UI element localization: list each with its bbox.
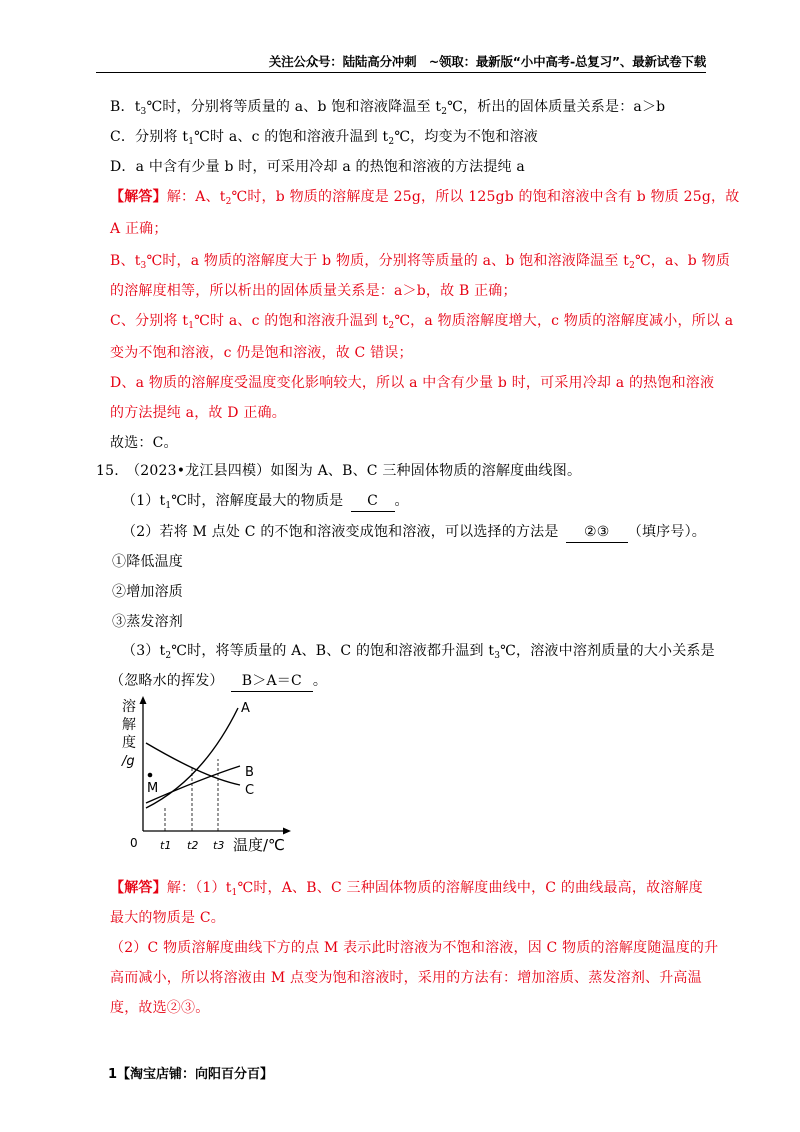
x-axis-arrow [283,828,291,835]
x-axis-label: 温度/℃ [233,836,285,854]
answer-14-line-6: 变为不饱和溶液，c 仍是饱和溶液，故 C 错误； [110,345,413,361]
header-rule [96,72,706,73]
curve-c-label: C [245,783,255,798]
question-15-part-2: （2）若将 M 点处 C 的不饱和溶液变成饱和溶液，可以选择的方法是 ②③ （填序号）。 [122,522,706,543]
curve-b [146,766,240,803]
answer-14-line-5: C、分别将 $t_1℃$时 a、c 的饱和溶液升温到 $t_2℃$，a 物质溶解度增大，c 物质的溶解度减小，所以 a [110,313,734,331]
option-3: ③蒸发溶剂 [112,614,183,630]
y-axis-label-1: 溶 [122,699,136,715]
option-c: C．分别将 $t_1℃$时 a、c 的饱和溶液升温到 $t_2℃$，均变为不饱和溶液 [110,129,538,147]
answer-14-line-2: A 正确； [110,221,168,237]
y-axis-label-4: /g [122,754,135,769]
point-m [148,773,153,778]
point-m-label: M [147,781,159,796]
answer-14-conclusion: 故选：C。 [110,435,178,451]
answer-15-line-4: 高而减小，所以将溶液由 M 点变为饱和溶液时，采用的方法有：增加溶质、蒸发溶剂、升高温 [110,970,702,986]
option-b: B．$t_3℃$时，分别将等质量的 a、b 饱和溶液降温至 $t_2℃$，析出的固体质量关系是：a＞b [110,99,666,117]
tick-t1: t1 [160,839,172,852]
question-15-part-1: $(1)t_1℃$时，溶解度最大的物质是 C 。 [122,493,409,511]
answer-15-line-5: 度，故选②③。 [110,1000,210,1016]
answer-blank-2: ②③ [566,522,628,543]
tick-t2: t2 [187,839,199,852]
page-footer: 1【淘宝店铺：向阳百分百】 [108,1067,274,1082]
question-15-part-3: $(3)t_2℃$时，将等质量的 A、B、C 的饱和溶液都升温到 $t_3℃$，溶液中溶剂质量的大小关系是 [122,643,715,661]
curve-c [146,743,240,785]
answer-14-line-7: D、a 物质的溶解度受温度变化影响较大，所以 a 中含有少量 b 时，可采用冷却 a 的热饱和溶液 [110,375,715,391]
answer-14-line-3: B、$t_3℃$时，a 物质的溶解度大于 b 物质，分别将等质量的 a、b 饱和溶液降温至 $t_2℃$，a、b 物质 [110,253,731,271]
answer-bracket: 【解答】 [110,189,167,205]
y-axis-arrow [140,696,147,704]
tick-t3: t3 [213,839,225,852]
question-15-part-3-cont: （忽略水的挥发） B＞A＝C 。 [110,671,327,692]
answer-15-line-1: 【解答】解：$(1)t_1℃$时，A、B、C 三种固体物质的溶解度曲线中，C 的曲线最高，故溶解度 [110,880,703,898]
answer-15-line-3: （2）C 物质溶解度曲线下方的点 M 表示此时溶液为不饱和溶液，因 C 物质的溶解度随温度的升 [110,940,719,956]
curve-a-label: A [241,701,250,716]
page-header: 关注公众号：陆陆高分冲刺 ~领取：最新版“小中高考-总复习”、最新试卷下载 [268,54,706,69]
option-2: ②增加溶质 [112,584,183,600]
option-1: ①降低温度 [112,554,183,570]
answer-14-line-4: 的溶解度相等，所以析出的固体质量关系是：a＞b，故 B 正确； [110,283,517,299]
answer-14-line-1: 【解答】解：A、$t_2℃$时，b 物质的溶解度是 25g，所以 125gb 的饱和溶液中含有 b 物质 25g，故 [110,189,740,207]
answer-blank-1: C [351,491,395,512]
option-d: D．a 中含有少量 b 时，可采用冷却 a 的热饱和溶液的方法提纯 a [110,159,525,175]
answer-bracket: 【解答】 [110,880,167,896]
curve-b-label: B [245,765,254,780]
y-axis-label-3: 度 [122,735,136,751]
question-15-stem: 15. （2023•龙江县四模）如图为 A、B、C 三种固体物质的溶解度曲线图。 [96,463,582,479]
y-axis-label-2: 解 [122,717,136,733]
answer-blank-3: B＞A＝C [231,671,313,692]
answer-15-line-2: 最大的物质是 C。 [110,910,225,926]
answer-14-line-8: 的方法提纯 a，故 D 正确。 [110,405,286,421]
solubility-curve-figure [120,693,320,863]
origin-label: 0 [130,836,138,850]
